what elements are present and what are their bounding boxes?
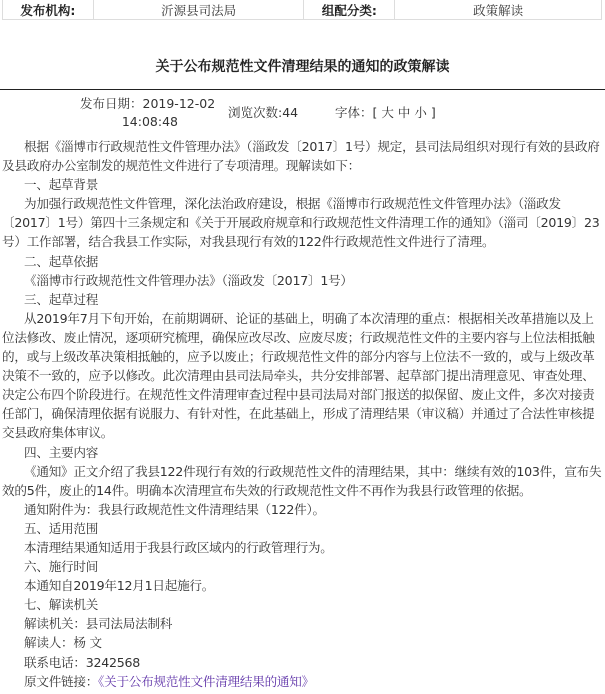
category-value: 政策解读 (473, 2, 524, 18)
font-medium-link[interactable]: 中 (397, 105, 411, 120)
view-count: 浏览次数:44 (228, 105, 299, 120)
publish-time: 14:08:48 (121, 114, 178, 129)
font-label: 字体：[ (335, 105, 378, 120)
section-heading: 二、起草依据 (24, 253, 99, 269)
info-table (2, 0, 602, 20)
font-size-selector (335, 104, 436, 122)
link-label: 原文件链接： (24, 673, 99, 689)
original-link-row (2, 672, 602, 691)
section-heading: 四、主要内容 (24, 444, 99, 460)
section-heading: 六、施行时间 (24, 559, 99, 575)
font-large-link[interactable]: 大 (381, 105, 394, 120)
paragraph: 根据《淄博市行政规范性文件管理办法》（淄政发〔2017〕1号）规定，县司法局组织对现行有效的县政府及县政府办公室制发的规范性文件进行了专项清理。现解读如下： (2, 139, 600, 174)
paragraph: 《淄博市行政规范性文件管理办法》（淄政发〔2017〕1号） (24, 272, 353, 288)
paragraph: 本通知自2019年12月1日起施行。 (24, 578, 215, 594)
category-label: 组配分类: (304, 0, 395, 19)
font-end: ] (430, 105, 436, 120)
paragraph: 从2019年7月下旬开始，在前期调研、论证的基础上，明确了本次清理的重点：根据相关改革措施以及上位法修改、废止情况，逐项研究梳理，确保应改尽改、应废尽废；行政规范性文件的主要内容与上位法相抵触的，或与上级改革决策相抵触的，应予以废止；行政规范性文件的部分内容与上位法不一致的，或与上级改革决策不一致的，应予以修改。此次清理由县司法局牵头，共分安排部署、起草部门提出清理意见、审查处理、决定公布四个阶段进行。在规范性文件清理审查过程中县司法局对部门报送的拟保留、废止文件，多次对接责任部门，确保清理依据有说服力、有针对性，在此基础上，形成了清理结果（审议稿）并通过了合法性审核提交县政府集体审议。 (2, 310, 595, 441)
section-heading: 五、适用范围 (24, 520, 99, 536)
paragraph: 《通知》正文介绍了我县122件现行有效的行政规范性文件的清理结果，其中：继续有效的103件，宣布失效的5件，废止的14件。明确本次清理宣布失效的行政规范性文件不再作为我县行政管理的依据。 (2, 463, 602, 498)
page-title: 关于公布规范性文件清理结果的通知的政策解读 (155, 59, 450, 75)
font-small-link[interactable]: 小 (414, 105, 427, 120)
publish-date (80, 95, 216, 131)
section-heading: 一、起草背景 (24, 177, 99, 193)
paragraph: 为加强行政规范性文件管理，深化法治政府建设，根据《淄博市行政规范性文件管理办法》（淄政发〔2017〕1号）第四十三条规定和《关于开展政府规章和行政规范性文件清理工作的通知》（淄司〔2019〕23号）工作部署，结合我县工作实际，对我县现行有效的122件行政规范性文件进行了清理。 (2, 196, 600, 250)
date-label: 发布日期：2019-12-02 (80, 96, 216, 111)
paragraph: 本清理结果通知适用于我县行政区域内的行政管理行为。 (24, 539, 333, 555)
article-body (2, 137, 602, 691)
original-file-link[interactable]: 《关于公布规范性文件清理结果的通知》 (98, 673, 314, 689)
title-divider (0, 89, 605, 90)
section-heading: 七、解读机关 (24, 597, 99, 613)
paragraph: 通知附件为：我县行政规范性文件清理结果（122件）。 (24, 501, 325, 517)
paragraph: 解读人：杨 文 (24, 635, 102, 651)
section-heading: 三、起草过程 (24, 291, 99, 307)
org-label: 发布机构: (3, 0, 94, 19)
org-value: 沂源县司法局 (94, 0, 305, 19)
paragraph: 解读机关：县司法局法制科 (24, 616, 173, 632)
paragraph: 联系电话：3242568 (24, 654, 141, 670)
